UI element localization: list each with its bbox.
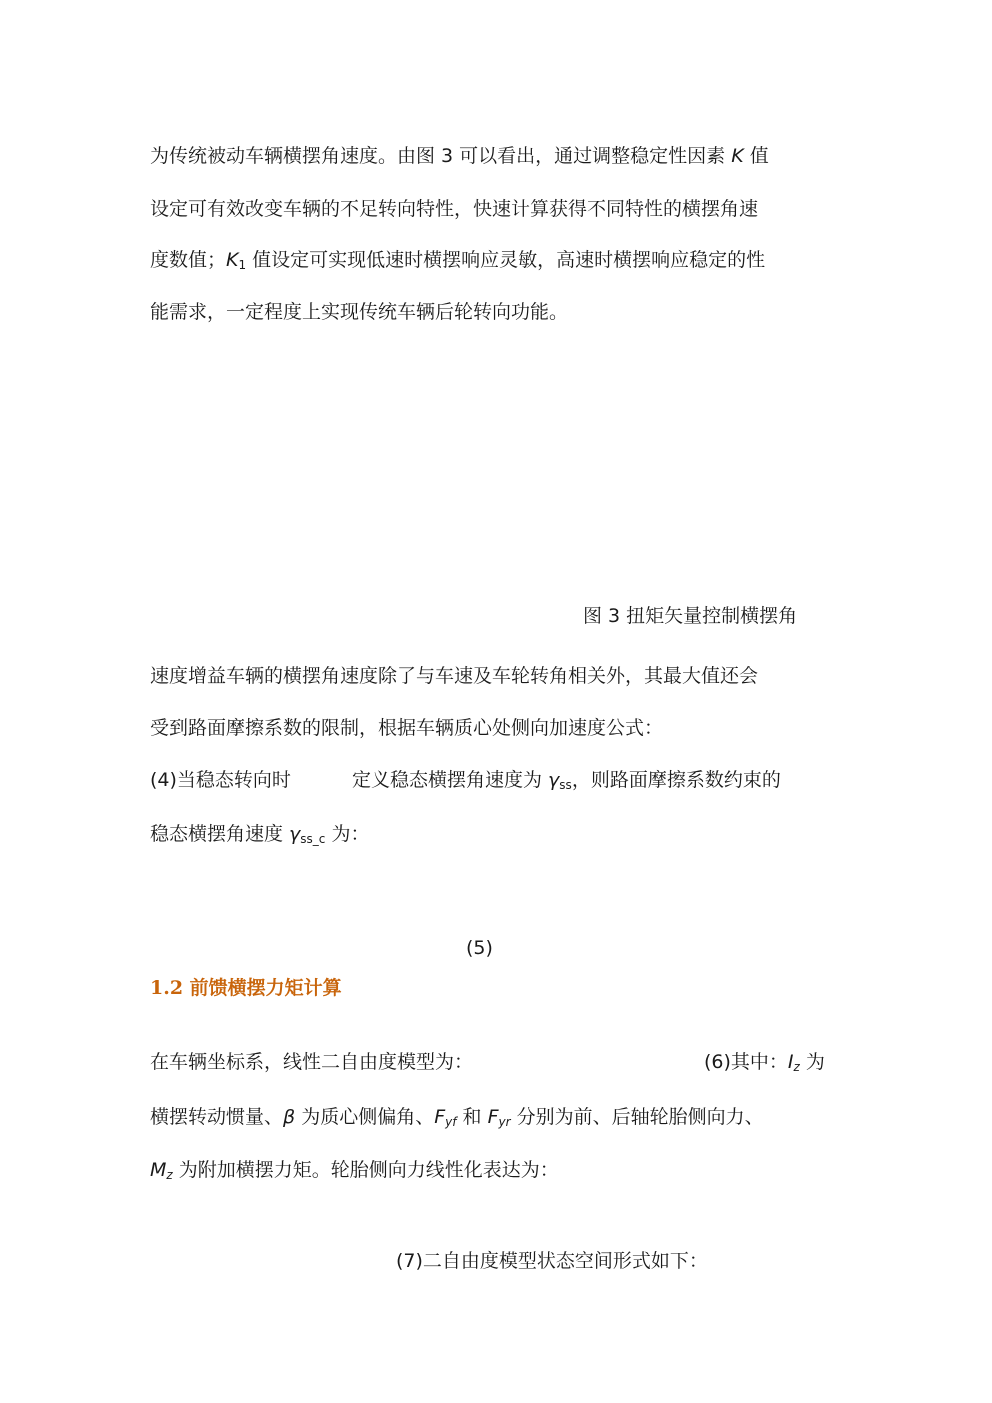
text-span: 为传统被动车辆横摆角速度。由图 3 可以看出，通过调整稳定性因素 xyxy=(150,145,732,167)
paragraph-2-line-1: 速度增益车辆的横摆角速度除了与车速及车轮转角相关外，其最大值还会 xyxy=(150,665,759,687)
text-span: 为 xyxy=(799,1051,825,1073)
text-span: (4)当稳态转向时 xyxy=(150,769,291,791)
paragraph-2-line-2: 受到路面摩擦系数的限制，根据车辆质心处侧向加速度公式： xyxy=(150,717,664,739)
subscript: 1 xyxy=(238,258,247,272)
paragraph-2-line-3-continued xyxy=(352,767,781,798)
variable-Fyf: F xyxy=(434,1106,446,1128)
paragraph-1-line-1 xyxy=(150,143,769,169)
text-span: 和 xyxy=(456,1106,488,1128)
paragraph-4-line-1: (7)二自由度模型状态空间形式如下： xyxy=(396,1250,708,1272)
text-span: 在车辆坐标系，线性二自由度模型为： xyxy=(150,1051,474,1073)
subscript: yr xyxy=(498,1115,511,1129)
text-span: 值设定可实现低速时横摆响应灵敏，高速时横摆响应稳定的性 xyxy=(246,249,766,271)
subscript: z xyxy=(166,1168,173,1182)
variable-gamma: γ xyxy=(548,769,560,791)
section-heading: 1.2 前馈横摆力矩计算 xyxy=(150,977,342,999)
paragraph-2-line-3 xyxy=(150,767,291,793)
variable-gamma: γ xyxy=(289,823,301,845)
subscript: ss xyxy=(559,778,572,792)
variable-K1: K xyxy=(226,249,239,271)
text-span: 为质心侧偏角、 xyxy=(295,1106,435,1128)
text-span: 定义稳态横摆角速度为 xyxy=(352,769,549,791)
text-span: 度数值； xyxy=(150,249,227,271)
text-span: (6)其中： xyxy=(704,1051,788,1073)
variable-Iz: I xyxy=(787,1051,794,1073)
variable-Fyr: F xyxy=(487,1106,499,1128)
paragraph-1-line-3 xyxy=(150,247,765,278)
paragraph-3-line-2 xyxy=(150,1104,764,1135)
text-span: 值 xyxy=(743,145,769,167)
variable-K: K xyxy=(731,145,744,167)
subscript: yf xyxy=(445,1115,457,1129)
text-span: ，则路面摩擦系数约束的 xyxy=(571,769,781,791)
text-span: 分别为前、后轴轮胎侧向力、 xyxy=(510,1106,764,1128)
paragraph-1-line-4: 能需求，一定程度上实现传统车辆后轮转向功能。 xyxy=(150,301,569,323)
variable-Mz: M xyxy=(150,1159,167,1181)
paragraph-3-line-1-continued xyxy=(704,1049,825,1080)
text-span: 为附加横摆力矩。轮胎侧向力线性化表达为： xyxy=(172,1159,559,1181)
figure-caption: 图 3 扭矩矢量控制横摆角 xyxy=(583,605,798,627)
text-span: 横摆转动惯量、 xyxy=(150,1106,284,1128)
paragraph-3-line-3 xyxy=(150,1157,559,1188)
text-span: 为： xyxy=(325,823,370,845)
subscript: z xyxy=(793,1060,800,1074)
paragraph-3-line-1 xyxy=(150,1049,473,1075)
paragraph-1-line-2: 设定可有效改变车辆的不足转向特性，快速计算获得不同特性的横摆角速 xyxy=(150,198,759,220)
variable-beta: β xyxy=(283,1106,296,1128)
text-span: 稳态横摆角速度 xyxy=(150,823,290,845)
paragraph-2-line-4 xyxy=(150,821,369,852)
subscript: ss_c xyxy=(300,832,326,846)
equation-5-label: (5) xyxy=(466,937,493,959)
